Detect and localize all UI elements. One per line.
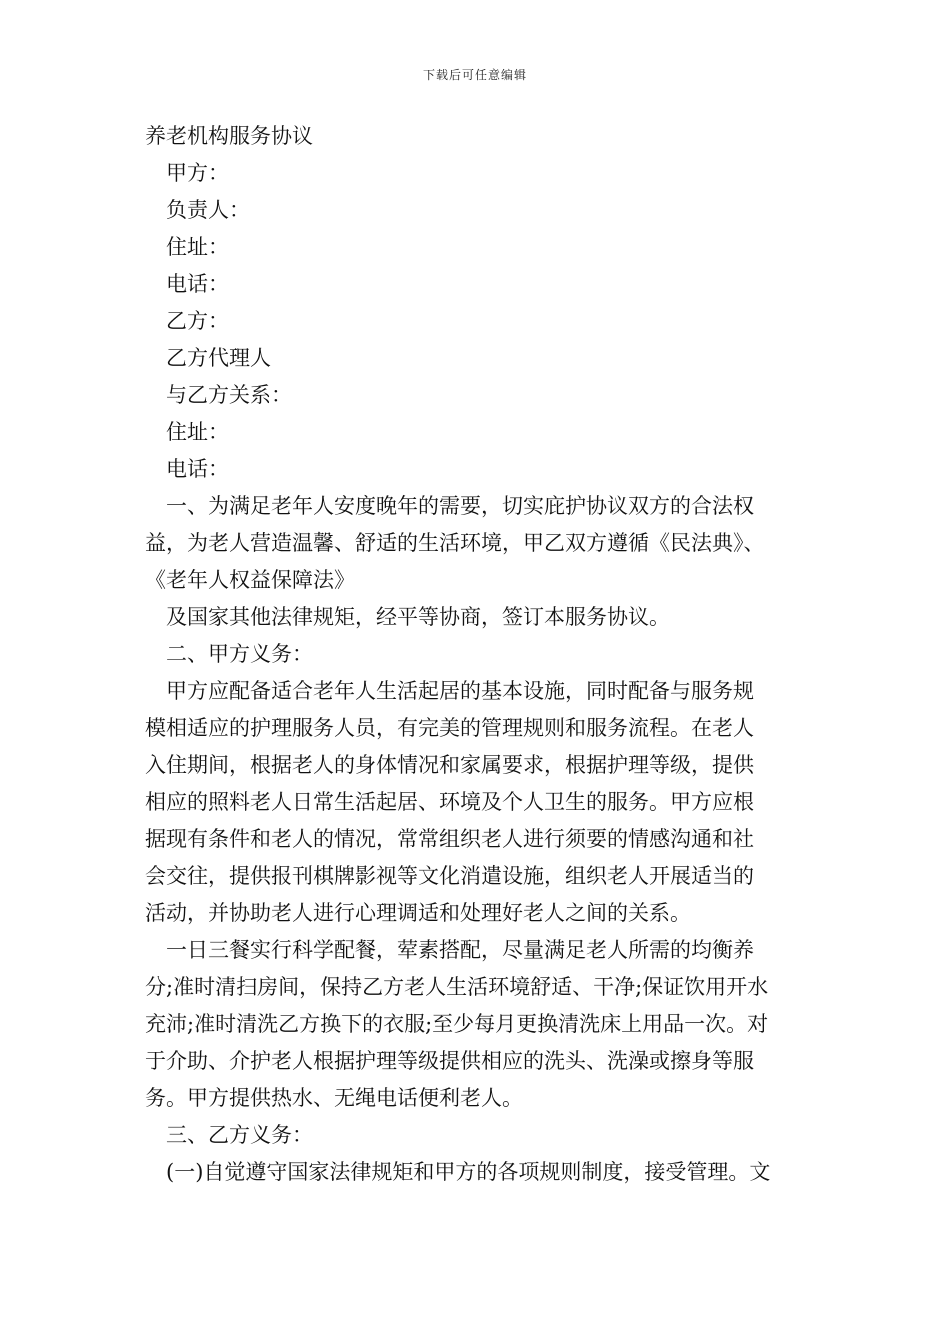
section2-para1-line-4: 相应的照料老人日常生活起居、环境及个人卫生的服务。甲方应根: [145, 790, 754, 814]
section2-para1-line-6: 会交往，提供报刊棋牌影视等文化消遣设施，组织老人开展适当的: [145, 864, 754, 888]
section1-line-2: 益，为老人营造温馨、舒适的生活环境，甲乙双方遵循《民法典》、: [145, 531, 765, 555]
section1-continuation: 及国家其他法律规矩，经平等协商，签订本服务协议。: [166, 605, 670, 629]
section2-para1-line-1: 甲方应配备适合老年人生活起居的基本设施，同时配备与服务规: [166, 679, 754, 703]
field-party-a: 甲方：: [166, 161, 229, 185]
field-person-in-charge: 负责人：: [166, 198, 250, 222]
field-address-b: 住址：: [166, 420, 229, 444]
section2-para2-line-4: 于介助、介护老人根据护理等级提供相应的洗头、洗澡或擦身等服: [145, 1049, 754, 1073]
section2-para2-line-1: 一日三餐实行科学配餐，荤素搭配，尽量满足老人所需的均衡养: [166, 938, 754, 962]
section3-heading: 三、乙方义务：: [166, 1123, 313, 1147]
section2-para1-line-7: 活动，并协助老人进行心理调适和处理好老人之间的关系。: [145, 901, 691, 925]
section1-line-1: 一、为满足老年人安度晚年的需要，切实庇护协议双方的合法权: [166, 494, 754, 518]
field-phone-b: 电话：: [166, 457, 229, 481]
field-relation-to-b: 与乙方关系：: [166, 383, 292, 407]
section2-para1-line-5: 据现有条件和老人的情况，常常组织老人进行须要的情感沟通和社: [145, 827, 754, 851]
section2-para2-line-3: 充沛;准时清洗乙方换下的衣服;至少每月更换清洗床上用品一次。对: [145, 1012, 769, 1036]
document-title: 养老机构服务协议: [145, 124, 313, 148]
field-phone-a: 电话：: [166, 272, 229, 296]
field-party-b-agent: 乙方代理人: [166, 346, 271, 370]
section1-line-3: 《老年人权益保障法》: [145, 568, 355, 592]
field-address-a: 住址：: [166, 235, 229, 259]
section2-para1-line-3: 入住期间，根据老人的身体情况和家属要求，根据护理等级，提供: [145, 753, 754, 777]
document-body: [145, 118, 807, 1191]
section2-heading: 二、甲方义务：: [166, 642, 313, 666]
page-header-note: 下载后可任意编辑: [422, 68, 527, 82]
section2-para2-line-2: 分;准时清扫房间，保持乙方老人生活环境舒适、干净;保证饮用开水: [145, 975, 769, 999]
section2-para2-line-5: 务。甲方提供热水、无绳电话便利老人。: [145, 1086, 523, 1110]
field-party-b: 乙方：: [166, 309, 229, 333]
section3-item-1: (一)自觉遵守国家法律规矩和甲方的各项规则制度，接受管理。文: [166, 1160, 771, 1184]
section2-para1-line-2: 模相适应的护理服务人员，有完美的管理规则和服务流程。在老人: [145, 716, 754, 740]
